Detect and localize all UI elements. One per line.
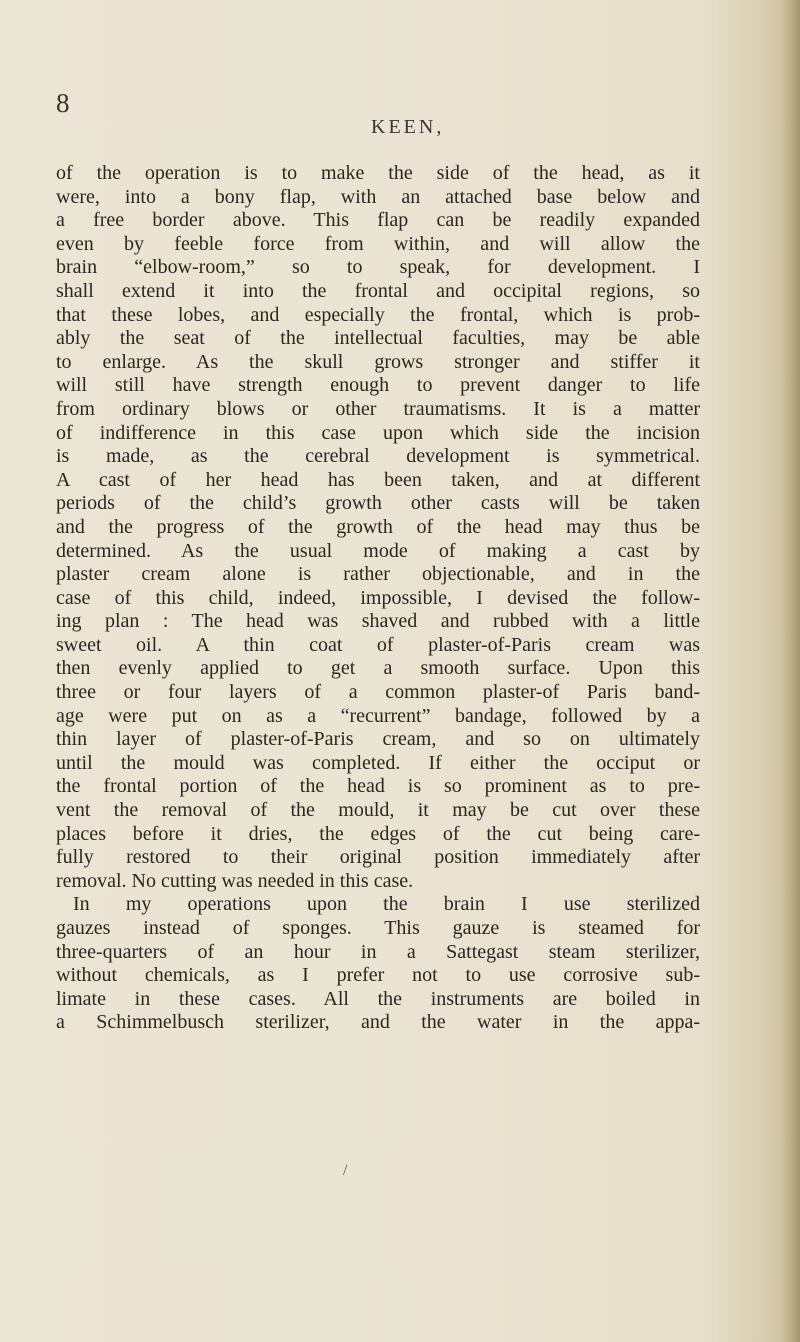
text-line: will still have strength enough to prevent danger to life [56,374,700,397]
text-line: removal. No cutting was needed in this case. [56,869,414,892]
text-line: plaster cream alone is rather objectionable, and in the [56,563,700,586]
text-line: ing plan : The head was shaved and rubbed with a little [56,610,700,633]
paragraph-start-line: In my operations upon the brain I use sterilized [73,893,700,916]
text-line: is made, as the cerebral development is symmetrical. [56,445,700,468]
text-line: a Schimmelbusch sterilizer, and the water in the appa- [56,1011,700,1034]
text-line: gauzes instead of sponges. This gauze is steamed for [56,917,700,939]
text-line: determined. As the usual mode of making a cast by [56,539,700,562]
text-line: A cast of her head has been taken, and at different [56,468,700,491]
text-line: three-quarters of an hour in a Sattegast steam sterilizer, [56,940,700,963]
footer-mark: / [343,1162,348,1179]
text-line: of the operation is to make the side of the head, as it [56,162,700,184]
text-line: sweet oil. A thin coat of plaster-of-Paris cream was [56,633,700,656]
text-line: even by feeble force from within, and will allow the [56,232,700,255]
text-line: without chemicals, as I prefer not to use corrosive sub- [56,964,700,987]
text-line: places before it dries, the edges of the cut being care- [56,822,700,845]
text-line: ably the seat of the intellectual faculties, may be able [56,327,700,350]
text-line: to enlarge. As the skull grows stronger and stiffer it [56,350,700,373]
text-line: of indifference in this case upon which side the incision [56,421,700,444]
page-number: 8 [56,88,70,118]
text-line: shall extend it into the frontal and occipital regions, so [56,279,700,302]
text-line: limate in these cases. All the instruments are boiled in [56,987,700,1010]
text-line: the frontal portion of the head is so prominent as to pre- [56,775,700,798]
text-line: periods of the child’s growth other casts will be taken [56,492,700,515]
text-line: vent the removal of the mould, it may be cut over these [56,799,700,822]
text-line: age were put on as a “recurrent” bandage, followed by a [56,704,700,727]
body-text [56,162,700,1035]
text-line: a free border above. This flap can be readily expanded [56,209,700,232]
text-line: thin layer of plaster-of-Paris cream, and so on ultimately [56,728,700,751]
running-head: KEEN, [371,116,445,138]
text-line: were, into a bony flap, with an attached base below and [56,185,700,208]
text-line: until the mould was completed. If either the occiput or [56,751,700,774]
text-line: that these lobes, and especially the frontal, which is prob- [56,303,700,326]
text-line: and the progress of the growth of the head may thus be [56,515,700,538]
text-line: three or four layers of a common plaster-of Paris band- [56,681,700,704]
text-line: fully restored to their original position immediately after [56,846,700,869]
page-edge-shadow [782,0,800,1342]
text-line: from ordinary blows or other traumatisms. It is a matter [56,397,700,420]
text-line: then evenly applied to get a smooth surface. Upon this [56,657,700,680]
text-line: brain “elbow-room,” so to speak, for development. I [56,256,700,279]
text-line: case of this child, indeed, impossible, I devised the follow- [56,586,700,609]
